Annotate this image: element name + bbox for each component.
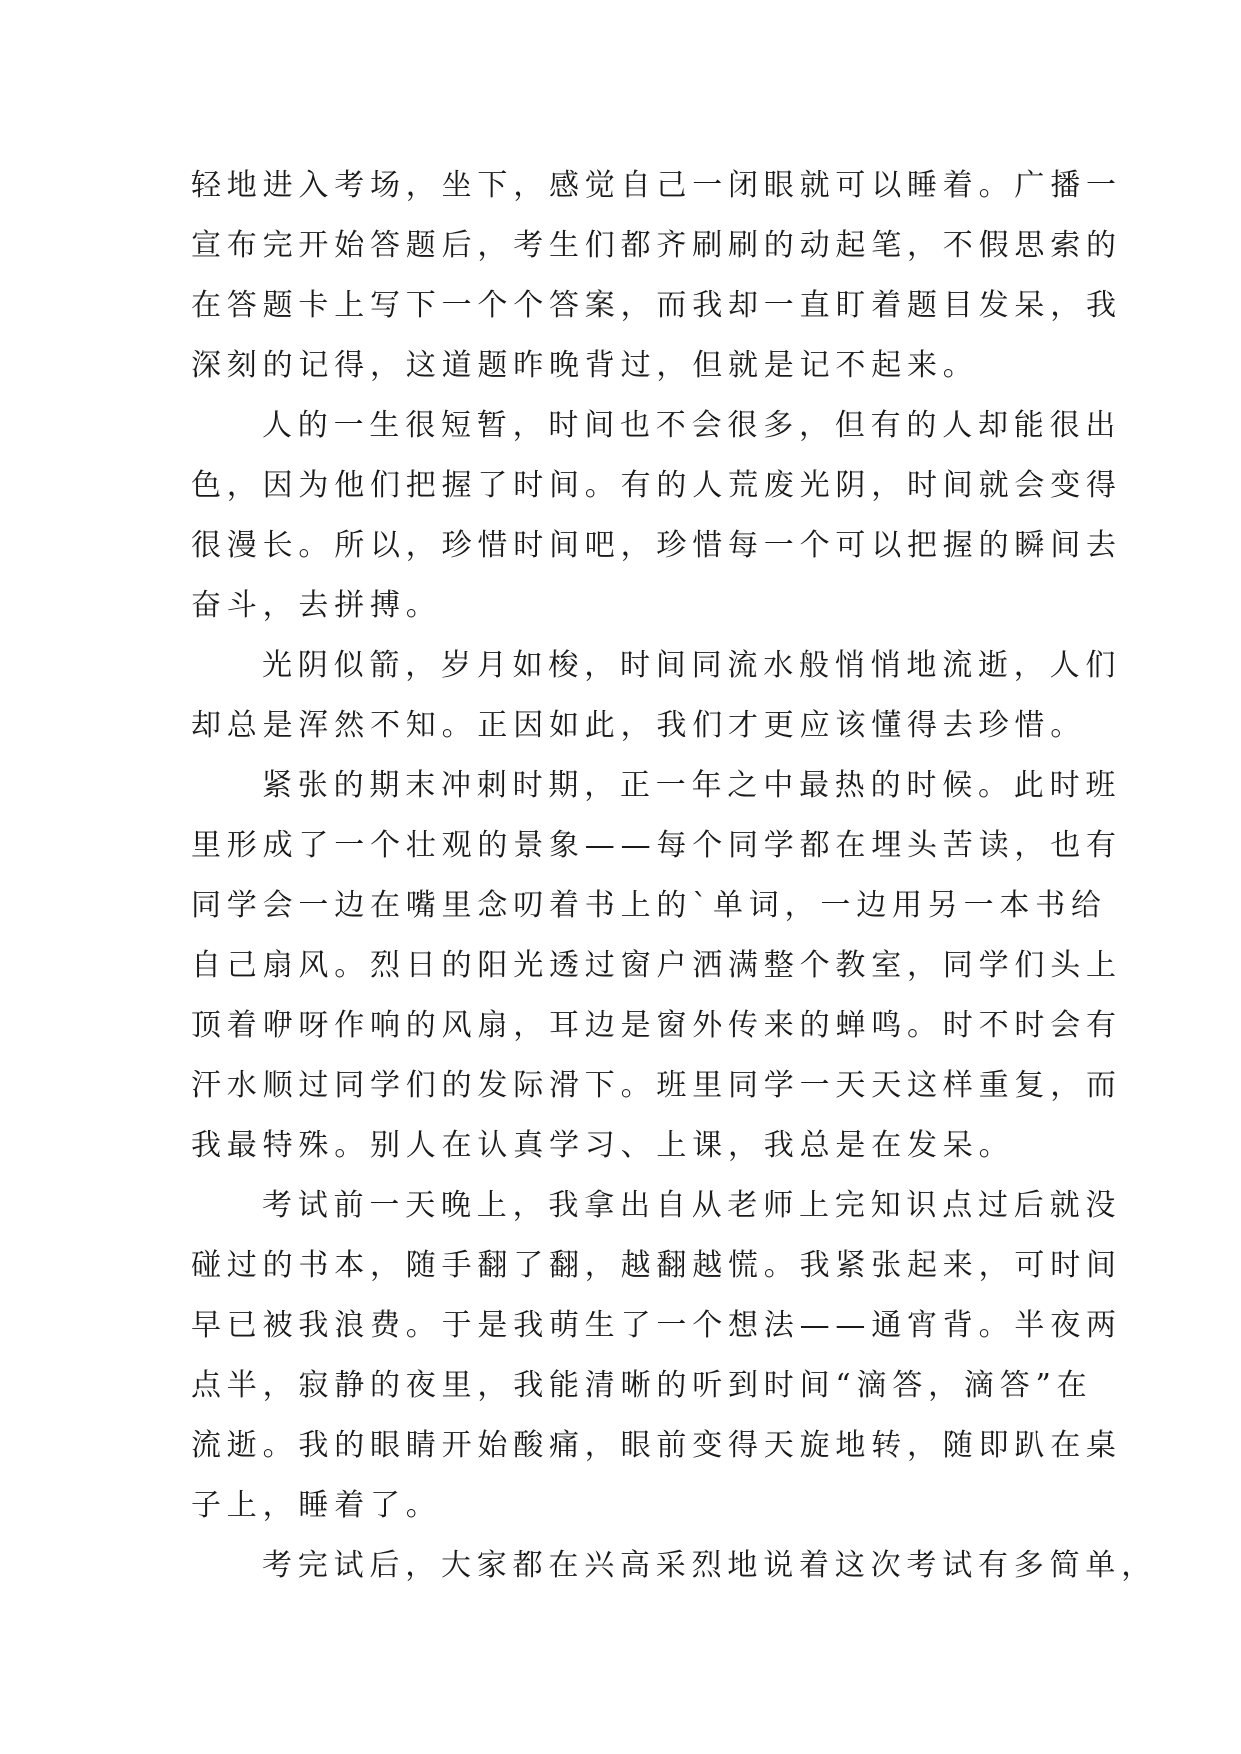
- text-line: 早已被我浪费。于是我萌生了一个想法——通宵背。半夜两: [191, 1308, 1122, 1343]
- text-line: 深刻的记得，这道题昨晚背过，但就是记不起来。: [191, 348, 979, 383]
- text-line: 轻地进入考场，坐下，感觉自己一闭眼就可以睡着。广播一: [191, 168, 1122, 203]
- text-line: 点半，寂静的夜里，我能清晰的听到时间“滴答，滴答”在: [191, 1368, 1093, 1403]
- text-line: 自己扇风。烈日的阳光透过窗户洒满整个教室，同学们头上: [191, 948, 1122, 983]
- text-line: 我最特殊。别人在认真学习、上课，我总是在发呆。: [191, 1128, 1015, 1163]
- paragraph-first-line: 考试前一天晚上，我拿出自从老师上完知识点过后就没: [262, 1188, 1122, 1223]
- paragraph-first-line: 光阴似箭，岁月如梭，时间同流水般悄悄地流逝，人们: [262, 648, 1122, 683]
- text-line: 很漫长。所以，珍惜时间吧，珍惜每一个可以把握的瞬间去: [191, 528, 1122, 563]
- text-line: 顶着咿呀作响的风扇，耳边是窗外传来的蝉鸣。时不时会有: [191, 1008, 1122, 1043]
- text-line: 汗水顺过同学们的发际滑下。班里同学一天天这样重复，而: [191, 1068, 1122, 1103]
- text-line: 色，因为他们把握了时间。有的人荒废光阴，时间就会变得: [191, 468, 1122, 503]
- text-line: 里形成了一个壮观的景象——每个同学都在埋头苦读，也有: [191, 828, 1122, 863]
- text-line: 却总是浑然不知。正因如此，我们才更应该懂得去珍惜。: [191, 708, 1086, 743]
- text-line: 流逝。我的眼睛开始酸痛，眼前变得天旋地转，随即趴在桌: [191, 1428, 1122, 1463]
- body-text: [191, 156, 1157, 1596]
- text-line: 子上，睡着了。: [191, 1488, 442, 1523]
- text-line: 在答题卡上写下一个个答案，而我却一直盯着题目发呆，我: [191, 288, 1122, 323]
- paragraph-first-line: 紧张的期末冲刺时期，正一年之中最热的时候。此时班: [262, 768, 1122, 803]
- text-line: 奋斗，去拼搏。: [191, 588, 442, 623]
- text-line: 碰过的书本，随手翻了翻，越翻越慌。我紧张起来，可时间: [191, 1248, 1122, 1283]
- paragraph-first-line: 考完试后，大家都在兴高采烈地说着这次考试有多简单，: [262, 1548, 1157, 1583]
- text-line: 宣布完开始答题后，考生们都齐刷刷的动起笔，不假思索的: [191, 228, 1122, 263]
- text-line: 同学会一边在嘴里念叨着书上的`单词，一边用另一本书给: [191, 888, 1107, 923]
- paragraph-first-line: 人的一生很短暂，时间也不会很多，但有的人却能很出: [262, 408, 1122, 443]
